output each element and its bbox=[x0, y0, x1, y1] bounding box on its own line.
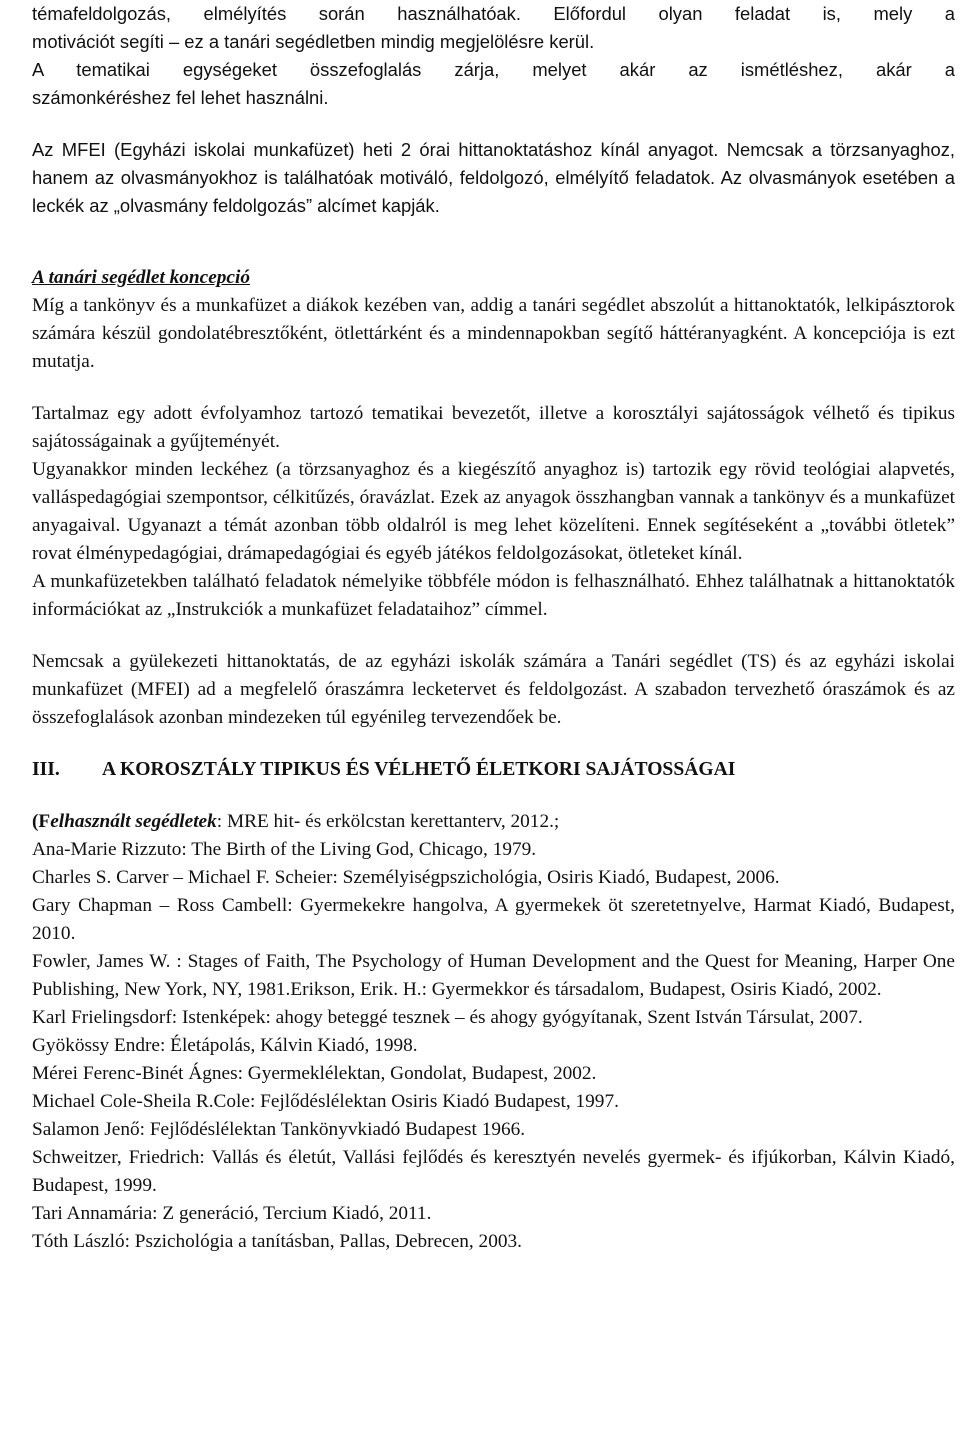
reference-item: Fowler, James W. : Stages of Faith, The Psychology of Human Development and the Quest for Meaning, Harper One Publishing, New York, NY, 1981.Erikson, Erik. H.: Gyermekkor és társadalom, Budapest, Osiris Kiadó, 2002. bbox=[32, 951, 955, 1000]
reference-item: Gyökössy Endre: Életápolás, Kálvin Kiadó, 1998. bbox=[32, 1035, 418, 1056]
intro-paragraph-1-line-3: A tematikai egységeket összefoglalás zárja, melyet akár az ismétléshez, akár a bbox=[32, 59, 955, 80]
intro-paragraph-1-line-4: számonkéréshez fel lehet használni. bbox=[32, 87, 329, 108]
reference-item: Tóth László: Pszichológia a tanításban, Pallas, Debrecen, 2003. bbox=[32, 1231, 522, 1252]
intro-paragraph-2: Az MFEI (Egyházi iskolai munkafüzet) heti 2 órai hittanoktatáshoz kínál anyagot. Nemcsak a törzsanyaghoz, hanem az olvasmányokhoz is találhatóak motiváló, feldolgozó, elmélyítő feladatok. Az olvasmányok esetében a leckék az „olvasmány feldolgozás” alcímet kapják. bbox=[32, 139, 955, 216]
concept-paragraph-1: Míg a tankönyv és a munkafüzet a diákok kezében van, addig a tanári segédlet abszolút a hittanoktatók, lelkipásztorok számára készül gondolatébresztőként, ötlettárként és a mindennapokban segítő háttéranyagként. A koncepciója is ezt mutatja. bbox=[32, 295, 955, 372]
reference-item: Salamon Jenő: Fejlődéslélektan Tankönyvkiadó Budapest 1966. bbox=[32, 1119, 526, 1140]
concept-heading: A tanári segédlet koncepció bbox=[32, 267, 250, 288]
reference-item: Ana-Marie Rizzuto: The Birth of the Living God, Chicago, 1979. bbox=[32, 839, 537, 860]
reference-item: Mérei Ferenc-Binét Ágnes: Gyermeklélektan, Gondolat, Budapest, 2002. bbox=[32, 1063, 597, 1084]
concept-paragraph-5: Nemcsak a gyülekezeti hittanoktatás, de az egyházi iskolák számára a Tanári segédlet (TS) és az egyházi iskolai munkafüzet (MFEI) ad a megfelelő óraszámra lecketervet és feldolgozást. A szabadon tervezhető óraszámok és az összefoglalások azonban mindezeken túl egyénileg tervezendőek be. bbox=[32, 651, 955, 728]
section-number: III. bbox=[32, 759, 60, 780]
intro-paragraph-1-line-1: témafeldolgozás, elmélyítés során használhatóak. Előfordul olyan feladat is, mely a bbox=[32, 3, 955, 24]
document-page bbox=[32, 0, 955, 1256]
reference-item: Michael Cole-Sheila R.Cole: Fejlődéslélektan Osiris Kiadó Budapest, 1997. bbox=[32, 1091, 619, 1112]
intro-paragraph-1-line-2: motivációt segíti – ez a tanári segédletben mindig megjelölésre kerül. bbox=[32, 31, 595, 52]
reference-item: Gary Chapman – Ross Cambell: Gyermekekre hangolva, A gyermekek öt szeretetnyelve, Harmat Kiadó, Budapest, 2010. bbox=[32, 895, 955, 944]
references-intro-rest: : MRE hit- és erkölcstan kerettanterv, 2012.; bbox=[216, 811, 560, 832]
concept-paragraph-2: Tartalmaz egy adott évfolyamhoz tartozó tematikai bevezetőt, illetve a korosztályi sajátosságok vélhető és tipikus sajátosságainak a gyűjteményét. bbox=[32, 403, 955, 452]
references-list bbox=[32, 808, 955, 1256]
reference-item: Charles S. Carver – Michael F. Scheier: Személyiségpszichológia, Osiris Kiadó, Budapest, 2006. bbox=[32, 867, 780, 888]
concept-paragraph-3: Ugyanakkor minden leckéhez (a törzsanyaghoz és a kiegészítő anyaghoz is) tartozik egy rövid teológiai alapvetés, valláspedagógiai szempontsor, célkitűzés, óravázlat. Ezek az anyagok összhangban vannak a tankönyv és a munkafüzet anyagaival. Ugyanazt a témát azonban több oldalról is meg lehet közelíteni. Ennek segítéseként a „további ötletek” rovat élménypedagógiai, drámapedagógiai és egyéb játékos feldolgozásokat, ötleteket kínál. bbox=[32, 459, 955, 564]
section-heading bbox=[32, 756, 955, 784]
reference-item: Schweitzer, Friedrich: Vallás és életút, Vallási fejlődés és keresztyén nevelés gyermek- és ifjúkorban, Kálvin Kiadó, Budapest, 1999. bbox=[32, 1147, 955, 1196]
reference-item: Tari Annamária: Z generáció, Tercium Kiadó, 2011. bbox=[32, 1203, 432, 1224]
section-title: A KOROSZTÁLY TIPIKUS ÉS VÉLHETŐ ÉLETKORI SAJÁTOSSÁGAI bbox=[102, 759, 736, 780]
concept-paragraph-4: A munkafüzetekben található feladatok némelyike többféle módon is felhasználható. Ehhez találhatnak a hittanoktatók információkat az „Instrukciók a munkafüzet feladataihoz” címmel. bbox=[32, 571, 955, 620]
references-intro-label: elhasznált segédletek bbox=[50, 811, 217, 832]
reference-item: Karl Frielingsdorf: Istenképek: ahogy beteggé tesznek – és ahogy gyógyítanak, Szent István Társulat, 2007. bbox=[32, 1007, 863, 1028]
intro-block bbox=[32, 0, 955, 220]
main-content bbox=[32, 264, 955, 1256]
references-intro bbox=[32, 808, 955, 836]
references-intro-open: (F bbox=[32, 811, 51, 832]
